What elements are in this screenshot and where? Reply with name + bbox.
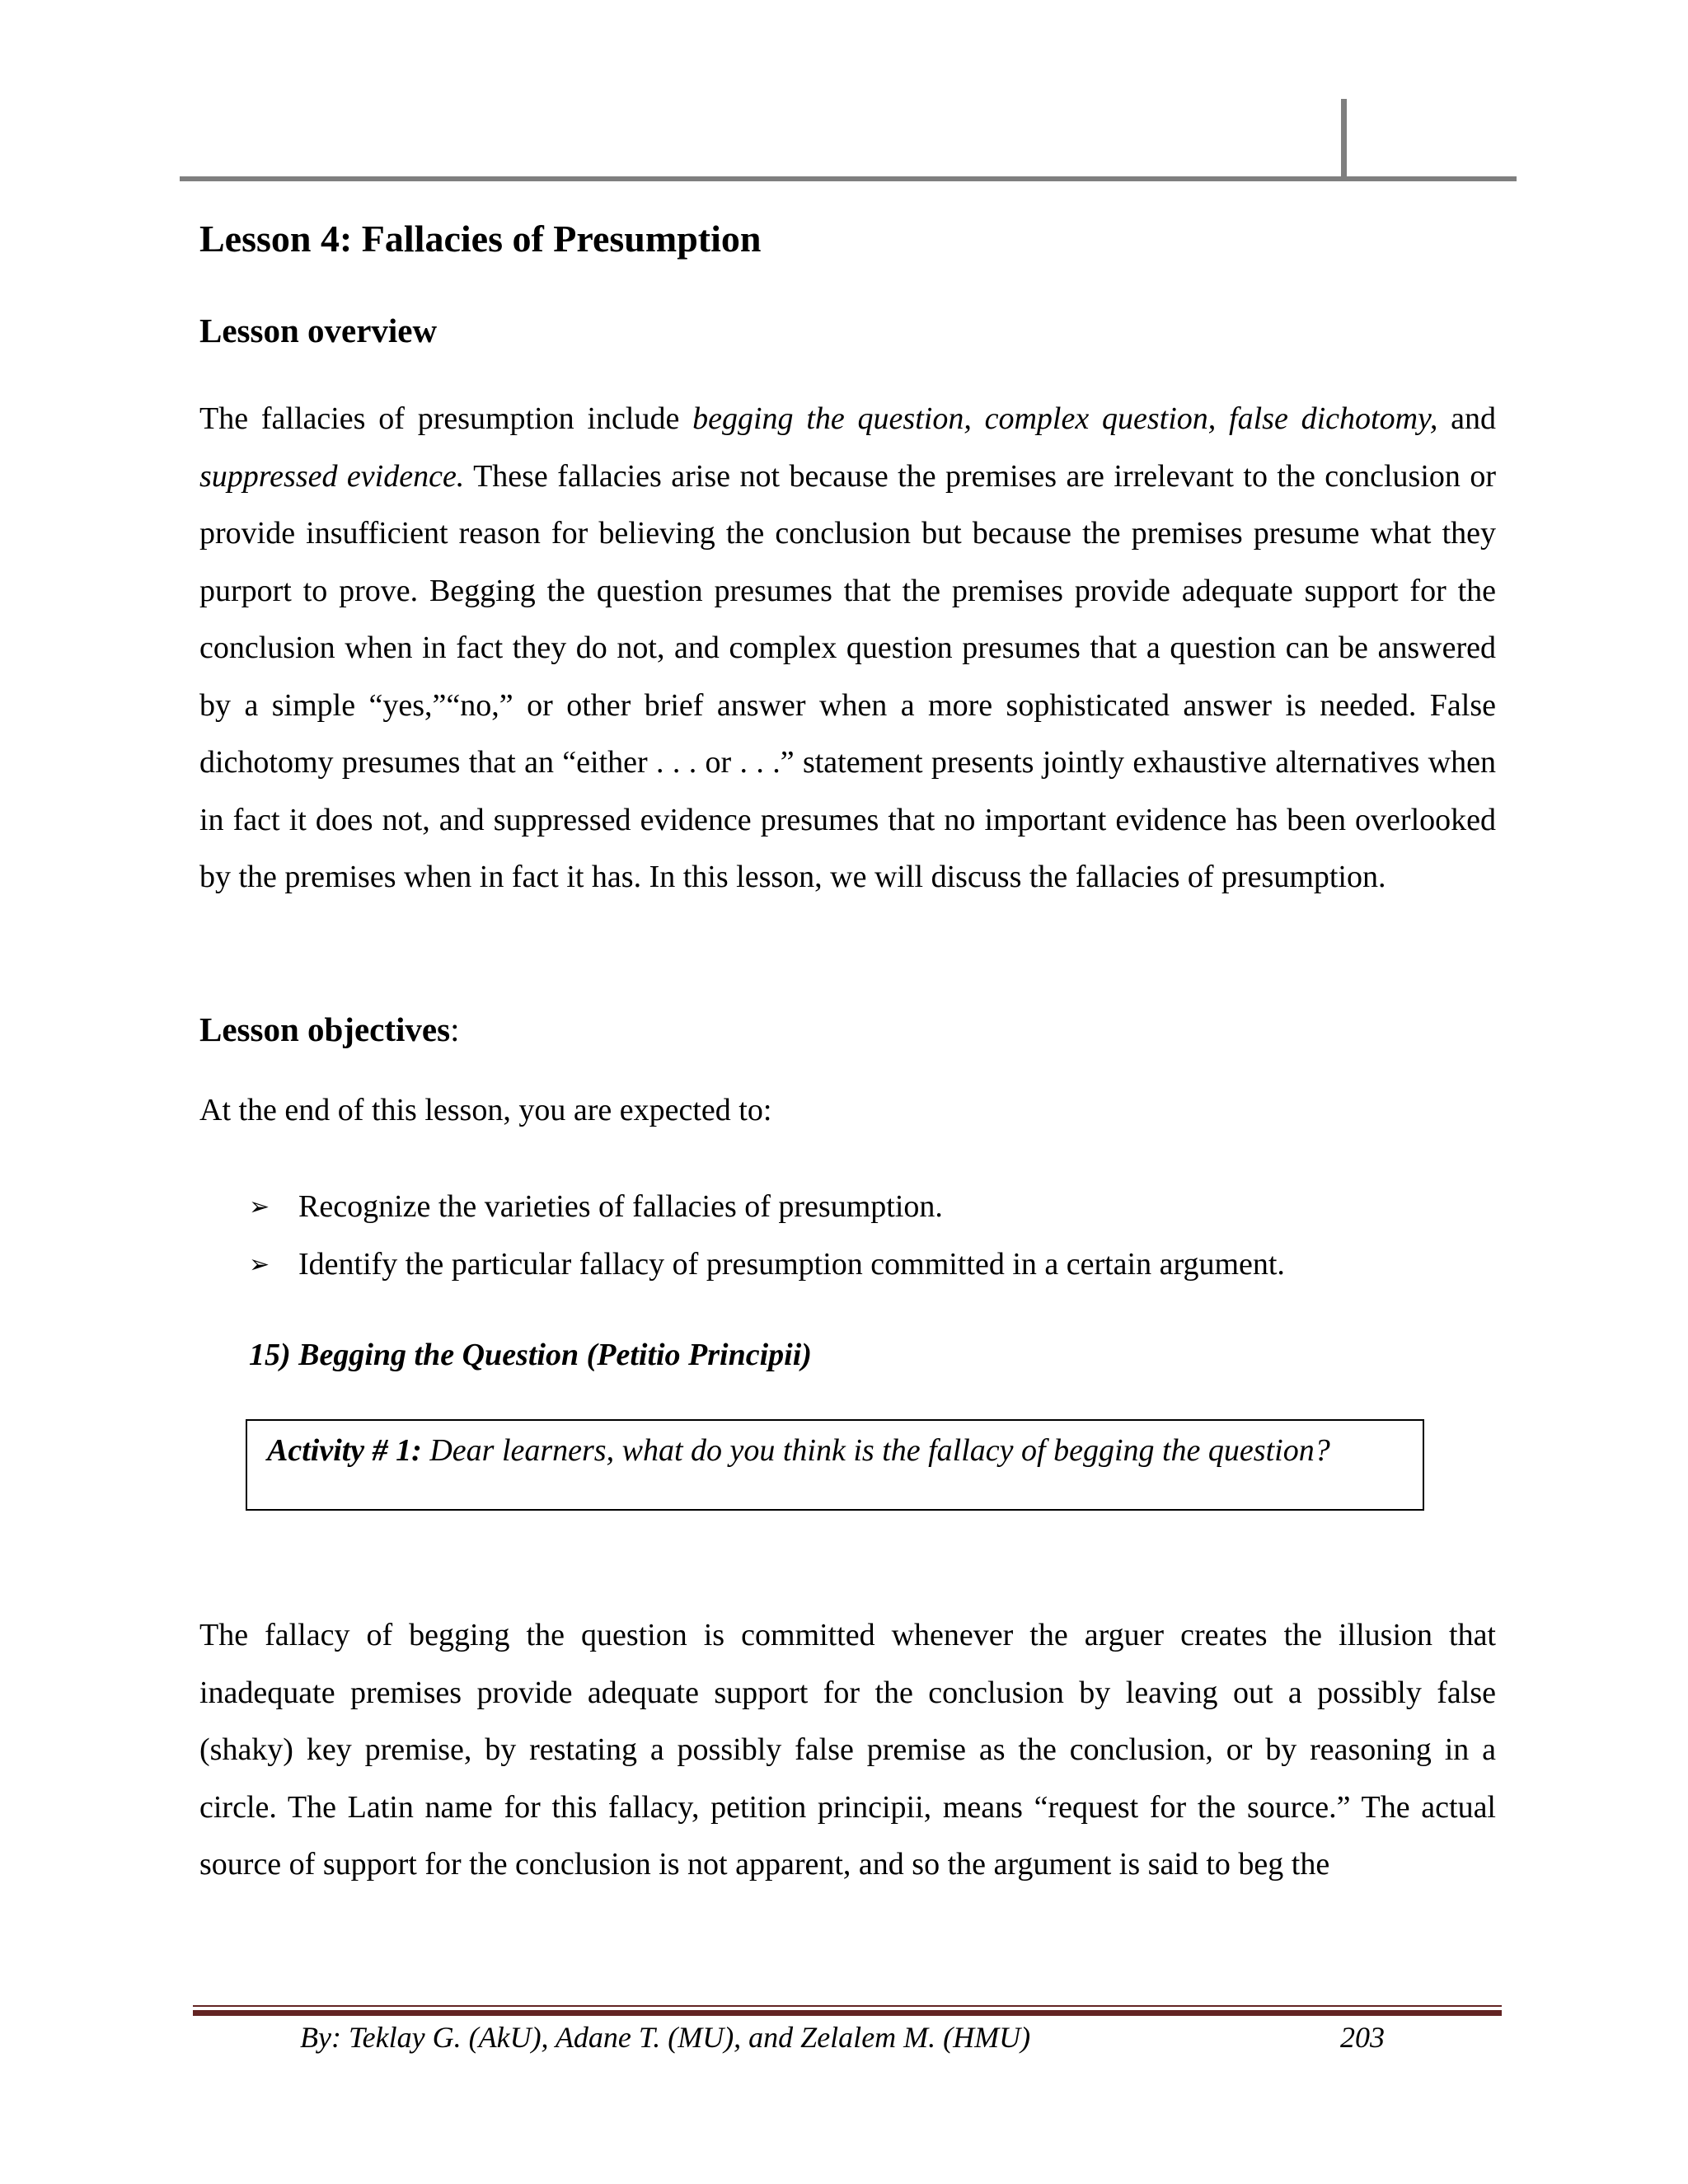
footer-rule-thick bbox=[193, 2010, 1502, 2016]
footer-rule-thin bbox=[193, 2005, 1502, 2007]
list-item bbox=[249, 1178, 1285, 1235]
activity-question: Dear learners, what do you think is the fallacy of begging the question? bbox=[421, 1433, 1330, 1468]
list-item bbox=[249, 1235, 1285, 1293]
subsection-title: 15) Begging the Question (Petitio Principii) bbox=[249, 1338, 812, 1372]
objectives-list bbox=[249, 1178, 1285, 1293]
overview-text-1: The fallacies of presumption include bbox=[199, 401, 693, 436]
page-number: 203 bbox=[1340, 2021, 1385, 2054]
objective-text: Recognize the varieties of fallacies of presumption. bbox=[298, 1189, 943, 1224]
begging-question-paragraph: The fallacy of begging the question is committed whenever the arguer creates the illusion that inadequate premises provide adequate support for the conclusion by leaving out a possibly false (shaky) key premise, by restating a possibly false premise as the conclusion, or by reasoning in a circle. The Latin name for this fallacy, petition principii, means “request for the source.” The actual source of support for the conclusion is not apparent, and so the argument is said to beg the bbox=[199, 1618, 1496, 1882]
objectives-heading bbox=[199, 1010, 459, 1050]
lesson-title: Lesson 4: Fallacies of Presumption bbox=[199, 218, 762, 260]
objective-text: Identify the particular fallacy of presumption committed in a certain argument. bbox=[298, 1247, 1285, 1282]
overview-text-3: These fallacies arise not because the premises are irrelevant to the conclusion or provide insufficient reason for believing the conclusion but because the premises presume what they purport to prove. Begging the question presumes that the premises provide adequate support for the conclusion when in fact they do not, and complex question presumes that a question can be answered by a simple “yes,”“no,” or other brief answer when a more sophisticated answer is needed. False dichotomy presumes that an “either . . . or . . .” statement presents jointly exhaustive alternatives when in fact it does not, and suppressed evidence presumes that no important evidence has been overlooked by the premises when in fact it has. In this lesson, we will discuss the fallacies of presumption. bbox=[199, 458, 1496, 894]
overview-text-2: and bbox=[1437, 401, 1496, 436]
arrowhead-bullet-icon: ➢ bbox=[249, 1249, 270, 1279]
overview-heading: Lesson overview bbox=[199, 312, 438, 349]
footer-authors: By: Teklay G. (AkU), Adane T. (MU), and Zelalem M. (HMU) bbox=[300, 2021, 1031, 2054]
activity-box bbox=[246, 1419, 1424, 1511]
overview-suppressed-evidence: suppressed evidence. bbox=[199, 458, 465, 494]
header-tick bbox=[1341, 99, 1347, 178]
header-rule bbox=[180, 176, 1517, 181]
objectives-heading-colon: : bbox=[450, 1010, 460, 1048]
objectives-heading-text: Lesson objectives bbox=[199, 1010, 451, 1048]
objectives-intro: At the end of this lesson, you are expected to: bbox=[199, 1093, 772, 1127]
overview-paragraph bbox=[199, 391, 1496, 907]
activity-label: Activity # 1: bbox=[267, 1433, 422, 1468]
arrowhead-bullet-icon: ➢ bbox=[249, 1192, 270, 1221]
overview-fallacy-list: begging the question, complex question, false dichotomy, bbox=[692, 401, 1438, 436]
